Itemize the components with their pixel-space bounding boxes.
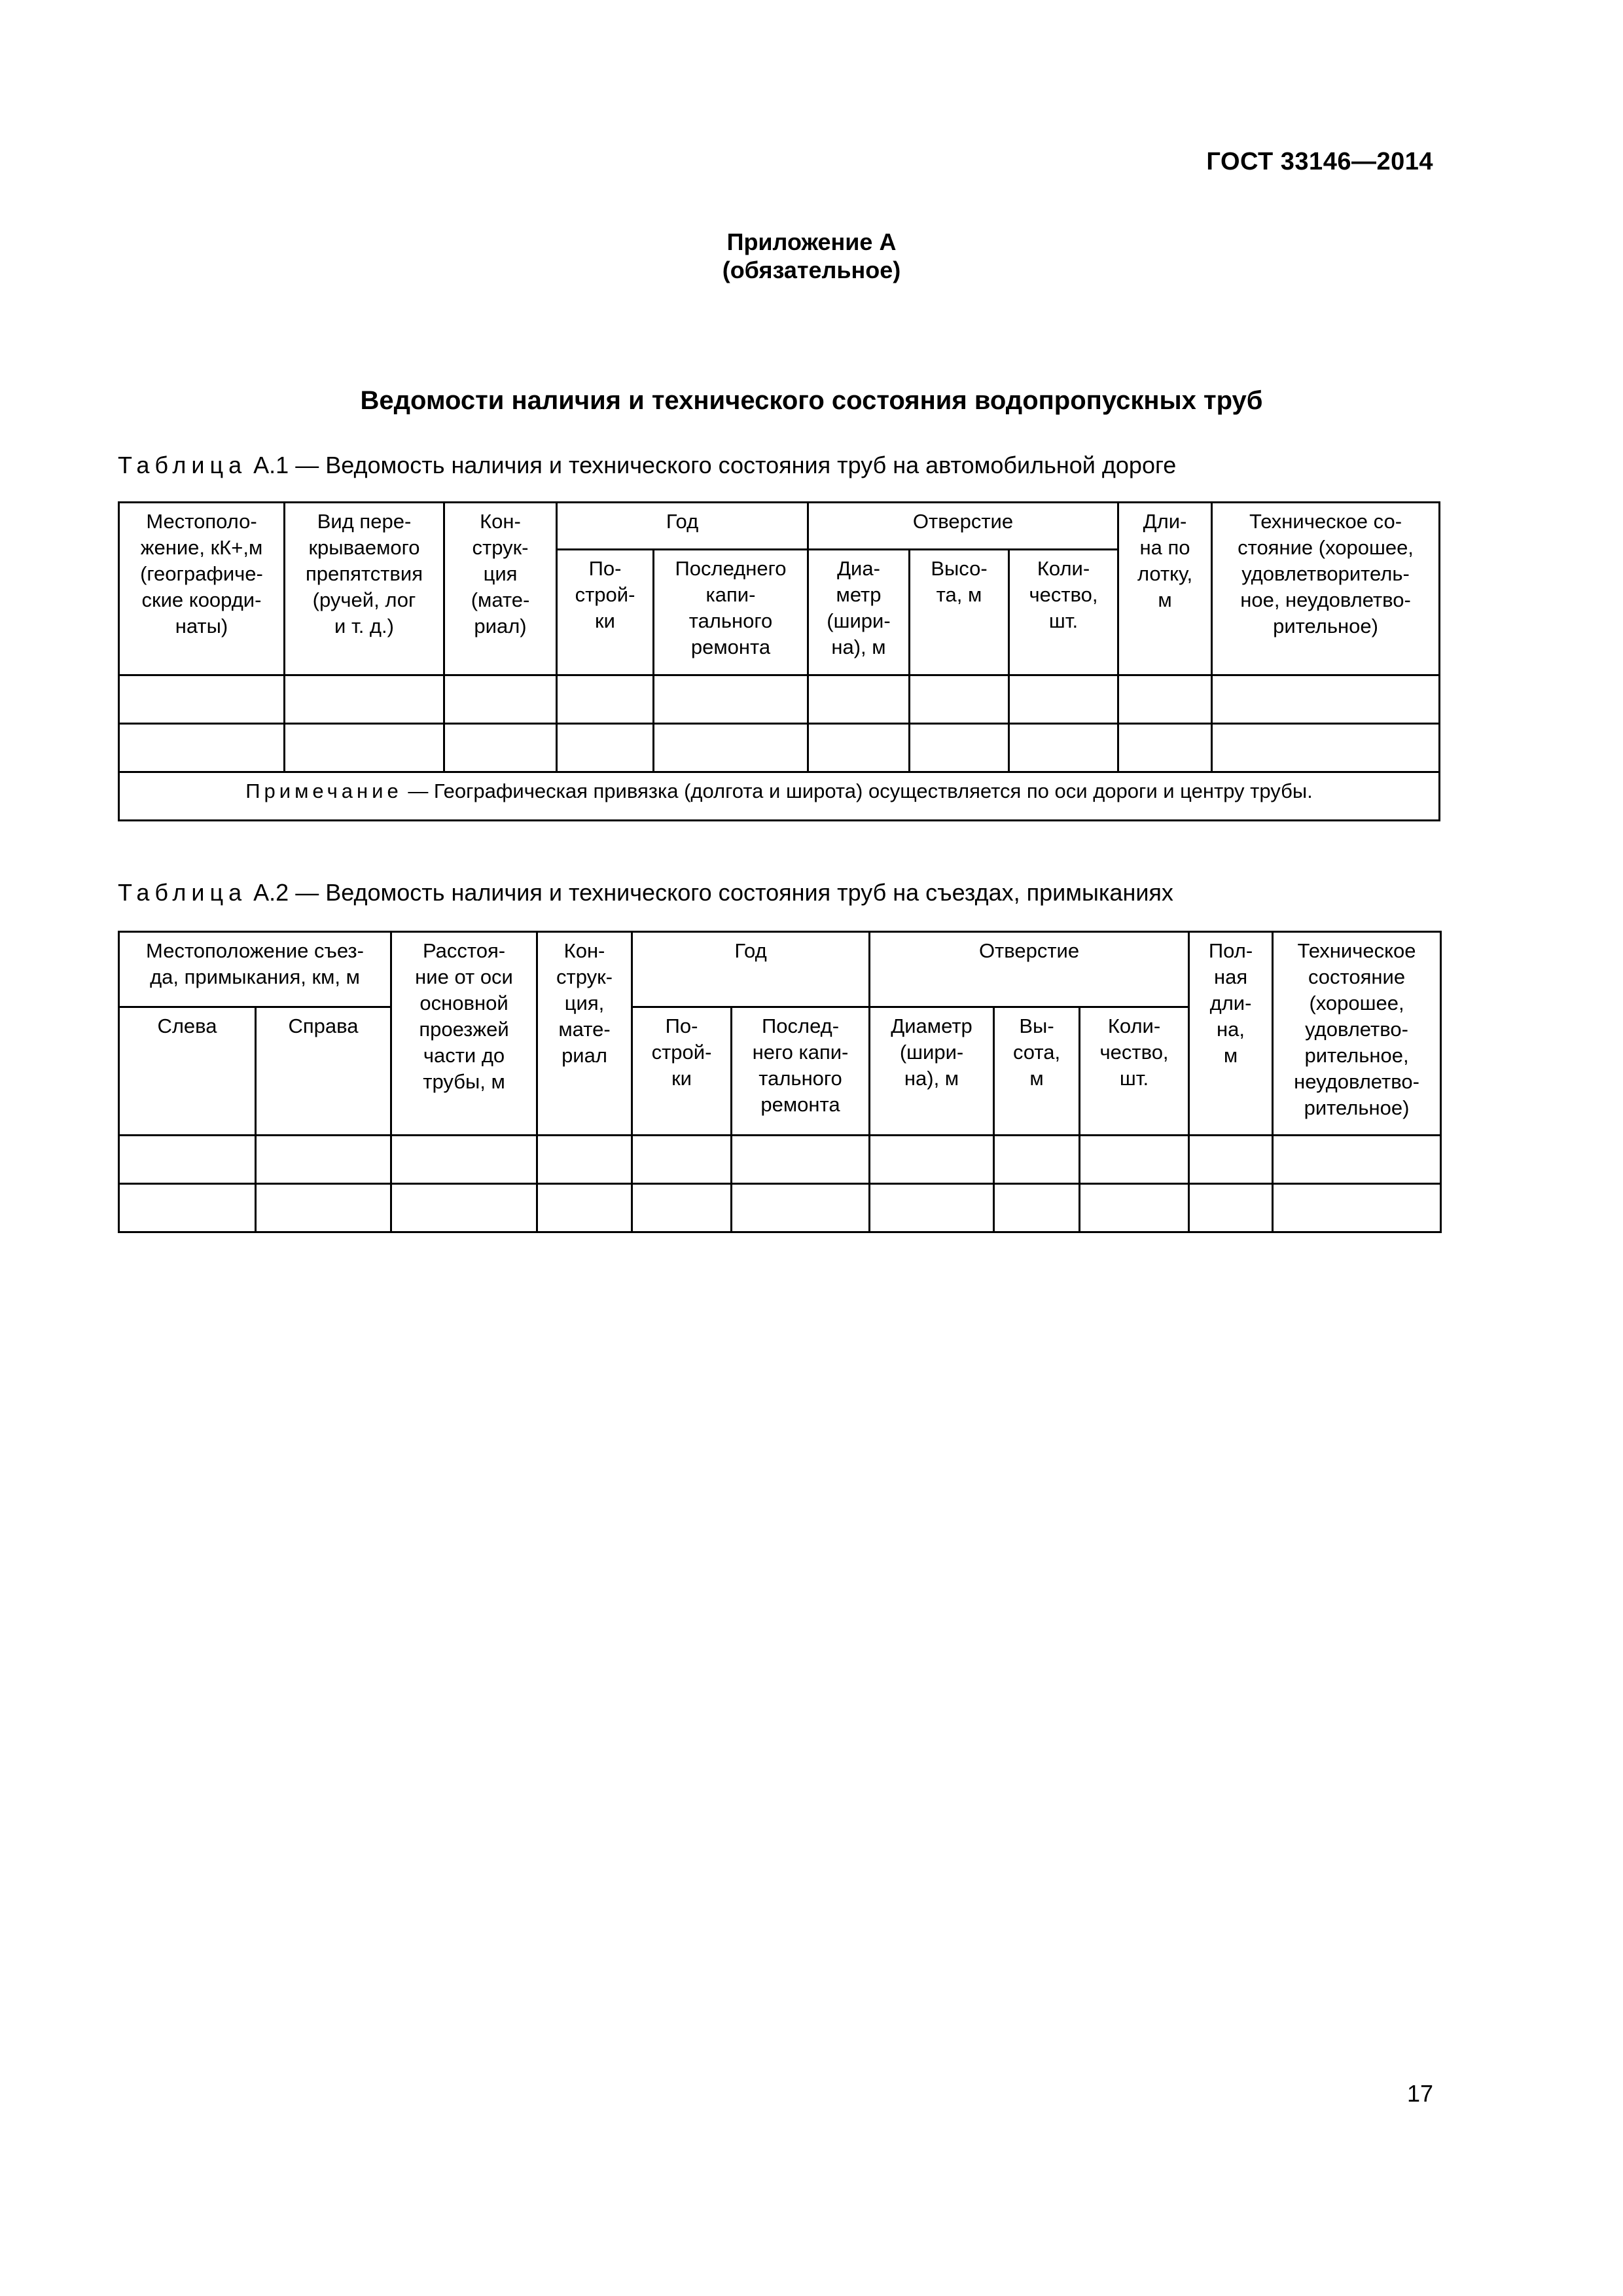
table-row xyxy=(119,1136,1441,1184)
appendix-status: (обязательное) xyxy=(722,257,901,283)
table-row xyxy=(119,724,1440,772)
table-a1 xyxy=(118,501,1440,821)
table-cell xyxy=(119,675,285,724)
table-cell xyxy=(732,1136,870,1184)
header-length: Дли- на по лотку, м xyxy=(1118,503,1212,675)
header-height: Высо- та, м xyxy=(910,550,1009,675)
table-a2 xyxy=(118,931,1442,1233)
page-number: 17 xyxy=(1406,2080,1433,2107)
table-cell xyxy=(808,724,910,772)
table-cell xyxy=(1189,1136,1273,1184)
document-code: ГОСТ 33146—2014 xyxy=(1206,148,1433,175)
table-cell xyxy=(119,1184,256,1232)
table-cell xyxy=(632,1184,732,1232)
table-cell xyxy=(632,1136,732,1184)
table-a2-caption-word: Таблица xyxy=(118,879,247,906)
header-diameter: Диаметр (шири- на), м xyxy=(870,1007,994,1136)
table-cell xyxy=(1212,724,1440,772)
table-note-text: — Географическая привязка (долгота и широта) осуществляется по оси дороги и центру трубы. xyxy=(402,780,1313,802)
table-cell xyxy=(994,1184,1080,1232)
header-count: Коли- чество, шт. xyxy=(1009,550,1118,675)
header-condition: Техническое со- стояние (хорошее, удовлетворитель- ное, неудовлетво- рительное) xyxy=(1212,503,1440,675)
appendix-heading xyxy=(0,228,1623,284)
table-cell xyxy=(391,1136,537,1184)
header-obstacle: Вид пере- крываемого препятствия (ручей, лог и т. д.) xyxy=(285,503,444,675)
table-cell xyxy=(654,724,808,772)
table-cell xyxy=(1212,675,1440,724)
table-cell xyxy=(1118,724,1212,772)
table-cell xyxy=(119,1136,256,1184)
section-title: Ведомости наличия и технического состояния водопропускных труб xyxy=(360,386,1263,415)
table-a1-caption-word: Таблица xyxy=(118,452,247,478)
table-cell xyxy=(537,1136,632,1184)
header-year-repair: Последнего капи- тального ремонта xyxy=(654,550,808,675)
table-cell xyxy=(1273,1136,1441,1184)
header-left: Слева xyxy=(119,1007,256,1136)
table-cell xyxy=(910,675,1009,724)
table-cell xyxy=(537,1184,632,1232)
table-cell xyxy=(444,675,557,724)
header-condition: Техническое состояние (хорошее, удовлетво- рительное, неудовлетво- рительное) xyxy=(1273,932,1441,1136)
table-cell xyxy=(1080,1136,1189,1184)
table-cell xyxy=(1118,675,1212,724)
table-a1-caption xyxy=(118,452,1176,479)
table-cell xyxy=(285,675,444,724)
table-cell xyxy=(732,1184,870,1232)
header-location: Местополо- жение, кК+,м (географиче- ские коорди- наты) xyxy=(119,503,285,675)
header-year: Год xyxy=(557,503,808,550)
table-cell xyxy=(808,675,910,724)
table-cell xyxy=(1009,724,1118,772)
header-right: Справа xyxy=(256,1007,391,1136)
table-row xyxy=(119,675,1440,724)
table-cell xyxy=(1273,1184,1441,1232)
header-opening: Отверстие xyxy=(808,503,1118,550)
table-cell xyxy=(910,724,1009,772)
table-row xyxy=(119,1184,1441,1232)
appendix-title: Приложение А xyxy=(726,228,897,255)
table-a1-caption-text: А.1 — Ведомость наличия и технического состояния труб на автомобильной дороге xyxy=(253,452,1177,478)
header-location: Местоположение съез- да, примыкания, км, м xyxy=(119,932,391,1007)
header-construction: Кон- струк- ция (мате- риал) xyxy=(444,503,557,675)
table-cell xyxy=(870,1184,994,1232)
table-cell xyxy=(391,1184,537,1232)
table-note xyxy=(119,772,1440,821)
table-cell xyxy=(1189,1184,1273,1232)
header-count: Коли- чество, шт. xyxy=(1080,1007,1189,1136)
table-cell xyxy=(654,675,808,724)
table-cell xyxy=(1009,675,1118,724)
header-year-repair: Послед- него капи- тального ремонта xyxy=(732,1007,870,1136)
header-height: Вы- сота, м xyxy=(994,1007,1080,1136)
table-cell xyxy=(557,724,654,772)
table-cell xyxy=(557,675,654,724)
table-cell xyxy=(256,1184,391,1232)
table-a2-caption xyxy=(118,879,1173,906)
header-distance: Расстоя- ние от оси основной проезжей части до трубы, м xyxy=(391,932,537,1136)
header-year: Год xyxy=(632,932,870,1007)
header-length: Пол- ная дли- на, м xyxy=(1189,932,1273,1136)
table-cell xyxy=(119,724,285,772)
table-a2-caption-text: А.2 — Ведомость наличия и технического состояния труб на съездах, примыканиях xyxy=(253,879,1173,906)
header-year-built: По- строй- ки xyxy=(557,550,654,675)
table-cell xyxy=(870,1136,994,1184)
table-cell xyxy=(256,1136,391,1184)
table-note-word: Примечание xyxy=(245,780,402,802)
header-year-built: По- строй- ки xyxy=(632,1007,732,1136)
header-construction: Кон- струк- ция, мате- риал xyxy=(537,932,632,1136)
header-diameter: Диа- метр (шири- на), м xyxy=(808,550,910,675)
table-cell xyxy=(1080,1184,1189,1232)
header-opening: Отверстие xyxy=(870,932,1189,1007)
table-cell xyxy=(444,724,557,772)
table-cell xyxy=(994,1136,1080,1184)
table-cell xyxy=(285,724,444,772)
